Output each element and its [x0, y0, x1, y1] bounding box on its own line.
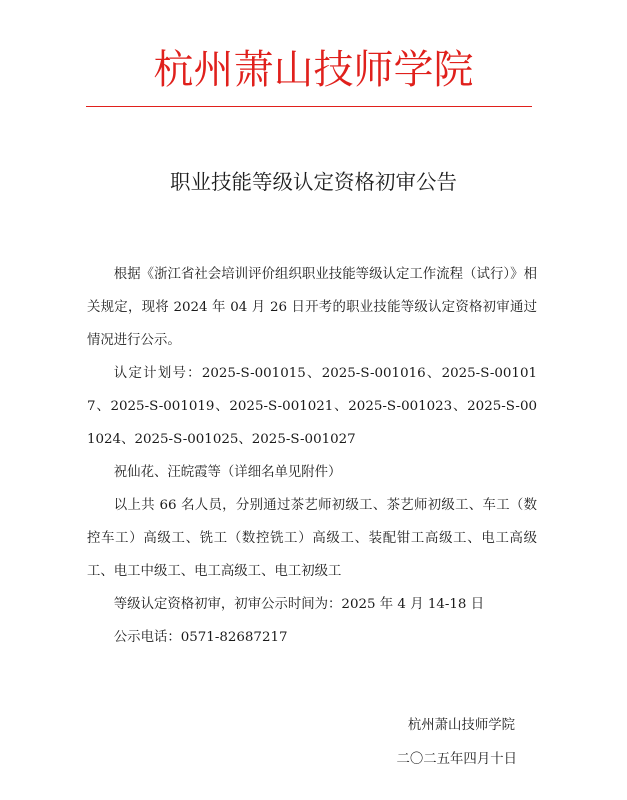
document-body [87, 258, 537, 654]
header-org-name: 杭州萧山技师学院 [153, 47, 474, 93]
paragraph-summary: 以上共 66 名人员，分别通过茶艺师初级工、茶艺师初级工、车工（数控车工）高级工、铣工（数控铣工）高级工、装配钳工高级工、电工高级工、电工中级工、电工高级工、电工初级工 [87, 498, 537, 579]
paragraph-plan-numbers: 认定计划号：2025-S-001015、2025-S-001016、2025-S-001017、2025-S-001019、2025-S-001021、2025-S-001023、2025-S-001024、2025-S-001025、2025-S-001027 [87, 366, 537, 447]
paragraph-publicity-period: 等级认定资格初审，初审公示时间为：2025 年 4 月 14-18 日 [113, 597, 485, 612]
paragraph-phone: 公示电话：0571-82687217 [113, 630, 288, 645]
signature-org: 杭州萧山技师学院 [407, 718, 515, 733]
paragraph-basis: 根据《浙江省社会培训评价组织职业技能等级认定工作流程（试行）》相关规定，现将 2024 年 04 月 26 日开考的职业技能等级认定资格初审通过情况进行公示。 [87, 267, 537, 348]
header-divider [86, 106, 532, 107]
signature-date: 二〇二五年四月十日 [396, 752, 517, 767]
document-title: 职业技能等级认定资格初审公告 [170, 170, 457, 194]
paragraph-names: 祝仙花、汪皖霞等（详细名单见附件） [113, 465, 342, 480]
signature-block [396, 709, 517, 777]
